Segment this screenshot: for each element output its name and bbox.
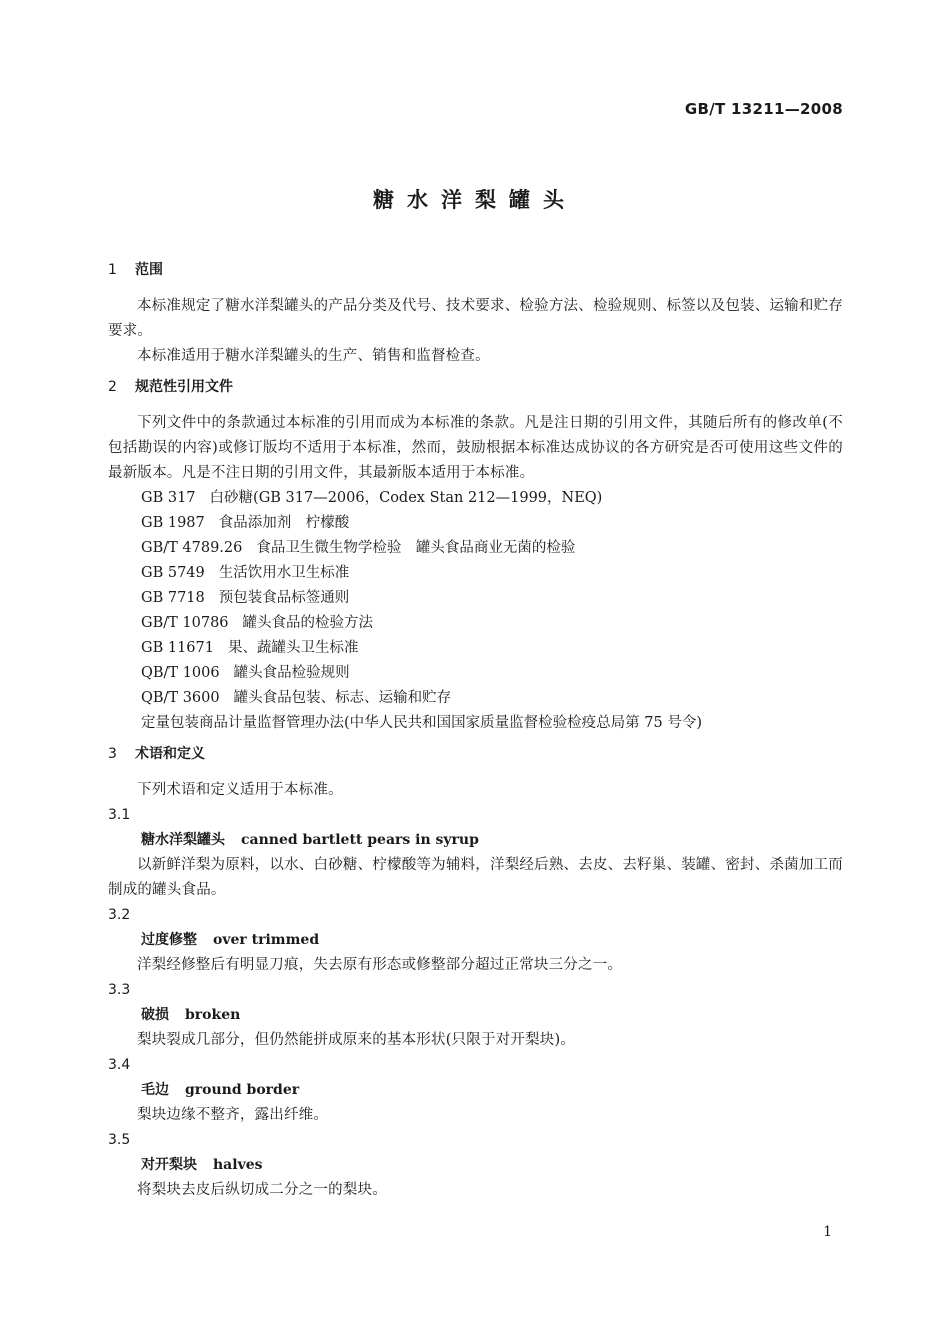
document-title: 糖水洋梨罐头 (373, 188, 577, 212)
term-definition: 梨块裂成几部分，但仍然能拼成原来的基本形状(只限于对开梨块)。 (137, 1032, 576, 1048)
reference-code: GB/T 10786 (141, 615, 229, 631)
term-chinese: 对开梨块 (141, 1157, 197, 1173)
term-definition: 梨块边缘不整齐，露出纤维。 (137, 1107, 329, 1123)
term-heading (108, 828, 843, 853)
reference-item (108, 486, 843, 511)
reference-item (108, 511, 843, 536)
term-number: 3.1 (108, 807, 131, 823)
term-chinese: 毛边 (141, 1082, 169, 1098)
reference-item (108, 611, 843, 636)
term-english: canned bartlett pears in syrup (241, 832, 479, 848)
reference-title: 罐头食品检验规则 (233, 665, 350, 681)
reference-item (108, 661, 843, 686)
term-chinese: 糖水洋梨罐头 (141, 832, 225, 848)
page-number: 1 (823, 1224, 832, 1240)
section-heading-scope (108, 258, 843, 283)
reference-title: 食品卫生微生物学检验 罐头食品商业无菌的检验 (256, 540, 576, 556)
term-english: halves (213, 1157, 263, 1173)
reference-item-regulation: 定量包装商品计量监督管理办法(中华人民共和国国家质量监督检验检疫总局第 75 号令) (141, 715, 702, 731)
reference-title: 白砂糖(GB 317—2006，Codex Stan 212—1999，NEQ) (209, 490, 603, 506)
paragraph: 下列文件中的条款通过本标准的引用而成为本标准的条款。凡是注日期的引用文件，其随后所有的修改单(不包括勘误的内容)或修订版均不适用于本标准，然而，鼓励根据本标准达成协议的各方研究是否可使用这些文件的最新版本。凡是不注日期的引用文件，其最新版本适用于本标准。 (108, 415, 843, 481)
reference-item (108, 586, 843, 611)
reference-item (108, 686, 843, 711)
section-title: 规范性引用文件 (135, 379, 233, 395)
term-heading (108, 928, 843, 953)
paragraph: 本标准适用于糖水洋梨罐头的生产、销售和监督检查。 (137, 348, 490, 364)
reference-item (108, 636, 843, 661)
reference-code: QB/T 1006 (141, 665, 220, 681)
section-heading-terms (108, 742, 843, 767)
reference-code: GB/T 4789.26 (141, 540, 243, 556)
section-title: 范围 (135, 262, 163, 278)
term-definition: 洋梨经修整后有明显刀痕，失去原有形态或修整部分超过正常块三分之一。 (137, 957, 623, 973)
standard-number: GB/T 13211—2008 (684, 100, 843, 118)
reference-title: 食品添加剂 柠檬酸 (218, 515, 350, 531)
reference-title: 果、蔬罐头卫生标准 (227, 640, 359, 656)
section-number: 2 (108, 379, 117, 395)
reference-item (108, 536, 843, 561)
term-number: 3.4 (108, 1057, 131, 1073)
reference-code: GB 11671 (141, 640, 214, 656)
section-number: 1 (108, 262, 117, 278)
reference-code: GB 7718 (141, 590, 205, 606)
term-definition: 以新鲜洋梨为原料，以水、白砂糖、柠檬酸等为辅料，洋梨经后熟、去皮、去籽巢、装罐、密封、杀菌加工而制成的罐头食品。 (108, 857, 843, 898)
term-chinese: 过度修整 (141, 932, 197, 948)
term-heading (108, 1153, 843, 1178)
reference-code: GB 317 (141, 490, 196, 506)
reference-code: QB/T 3600 (141, 690, 220, 706)
reference-code: GB 5749 (141, 565, 205, 581)
reference-title: 预包装食品标签通则 (218, 590, 350, 606)
section-heading-normative-references (108, 375, 843, 400)
term-english: ground border (185, 1082, 300, 1098)
reference-code: GB 1987 (141, 515, 205, 531)
reference-title: 罐头食品包装、标志、运输和贮存 (233, 690, 452, 706)
reference-title: 罐头食品的检验方法 (242, 615, 374, 631)
paragraph: 下列术语和定义适用于本标准。 (137, 782, 343, 798)
term-chinese: 破损 (141, 1007, 169, 1023)
term-heading (108, 1078, 843, 1103)
paragraph: 本标准规定了糖水洋梨罐头的产品分类及代号、技术要求、检验方法、检验规则、标签以及包装、运输和贮存要求。 (108, 298, 843, 339)
term-english: broken (185, 1007, 241, 1023)
section-title: 术语和定义 (135, 746, 205, 762)
term-heading (108, 1003, 843, 1028)
document-body (108, 258, 843, 1203)
term-english: over trimmed (213, 932, 320, 948)
reference-item (108, 561, 843, 586)
term-definition: 将梨块去皮后纵切成二分之一的梨块。 (137, 1182, 387, 1198)
term-number: 3.2 (108, 907, 131, 923)
section-number: 3 (108, 746, 117, 762)
reference-title: 生活饮用水卫生标准 (218, 565, 350, 581)
term-number: 3.3 (108, 982, 131, 998)
term-number: 3.5 (108, 1132, 131, 1148)
